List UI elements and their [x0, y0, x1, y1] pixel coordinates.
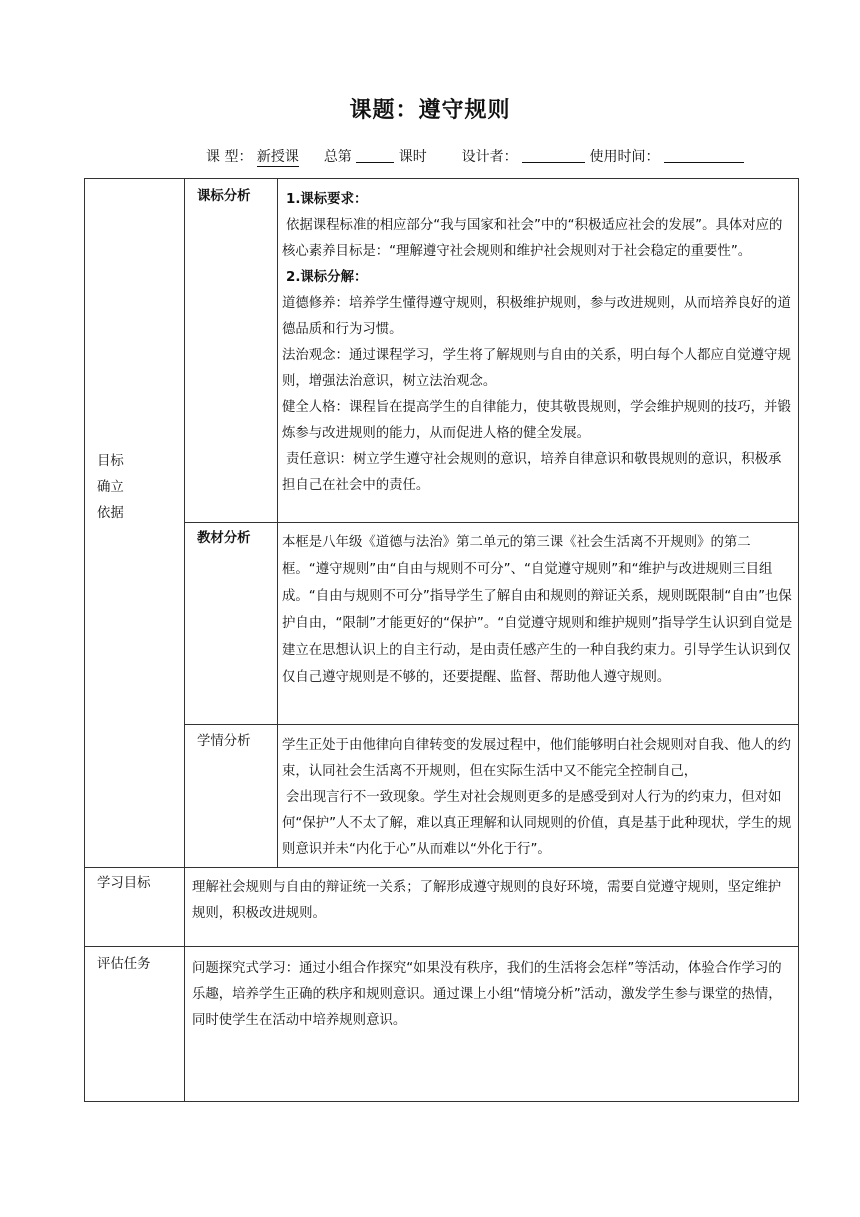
row-divider — [184, 724, 799, 725]
assessment-tasks-label: 评估任务 — [97, 957, 151, 972]
page-title: 课题：遵守规则 — [349, 98, 511, 123]
learner-analysis-text: 学生正处于由他律向自律转变的发展过程中，他们能够明白社会规则对自我、他人的约束，认同社会生活离不开规则，但在实际生活中又不能完全控制自己， — [282, 738, 791, 779]
type-value: 新授课 — [257, 146, 299, 167]
learning-objectives-text: 理解社会规则与自由的辩证统一关系；了解形成遵守规则的良好环境，需要自觉遵守规则，坚定维护规则，积极改进规则。 — [192, 880, 782, 921]
lesson-meta — [206, 146, 744, 167]
column-divider — [184, 178, 185, 1102]
time-label: 使用时间： — [589, 149, 660, 165]
row-divider — [84, 946, 799, 947]
curriculum-analysis-content — [282, 187, 794, 499]
learning-objectives-label: 学习目标 — [97, 876, 151, 891]
sound-personality-text: 健全人格：课程旨在提高学生的自律能力，使其敬畏规则，学会维护规则的技巧，并锻炼参与改进规则的能力，从而促进人格的健全发展。 — [282, 400, 791, 441]
goal-basis-label: 目标 确立 依据 — [97, 454, 124, 521]
assessment-tasks-text: 问题探究式学习：通过小组合作探究“如果没有秩序，我们的生活将会怎样”等活动，体验合作学习的乐趣，培养学生正确的秩序和规则意识。通过课上小组“情境分析”活动，激发学生参与课堂的热情，同时使学生在活动中培养规则意识。 — [192, 961, 782, 1028]
table-border-bottom — [84, 1101, 799, 1102]
row-divider — [84, 867, 799, 868]
textbook-analysis-text: 本框是八年级《道德与法治》第二单元的第三课《社会生活离不开规则》的第二框。“遵守规则”由“自由与规则不可分”、“自觉遵守规则”和“维护与改进规则三目组成。“自由与规则不可分”指导学生了解自由和规则的辩证关系，规则既限制“自由”也保护自由，“限制”才能更好的“保护”。“自觉遵守规则和维护规则”指导学生认识到自觉是建立在思想认识上的自主行动，是由责任感产生的一种自我约束力。引导学生认识到仅仅自己遵守规则是不够的，还要提醒、监督、帮助他人遵守规则。 — [282, 535, 793, 685]
total-label: 总第 — [323, 149, 352, 165]
moral-cultivation-text: 道德修养：培养学生懂得遵守规则，积极维护规则，参与改进规则，从而培养良好的道德品质和行为习惯。 — [282, 296, 791, 337]
lesson-plan-table — [84, 178, 799, 1102]
learner-analysis-content — [282, 733, 794, 863]
table-border-right — [798, 178, 799, 1102]
curriculum-analysis-label: 课标分析 — [197, 189, 251, 204]
time-blank — [664, 148, 744, 163]
requirement-text: 依据课程标准的相应部分“我与国家和社会”中的“积极适应社会的发展”。具体对应的核心素养目标是：“理解遵守社会规则和维护社会规则对于社会稳定的重要性”。 — [282, 218, 783, 259]
total-blank — [356, 148, 394, 163]
row-divider — [184, 522, 799, 523]
lesson-label: 课时 — [398, 149, 427, 165]
learner-analysis-label: 学情分析 — [197, 734, 251, 749]
responsibility-text: 责任意识：树立学生遵守社会规则的意识，培养自律意识和敬畏规则的意识，积极承担自己在社会中的责任。 — [282, 452, 782, 493]
learner-analysis-text-continued: 会出现言行不一致现象。学生对社会规则更多的是感受到对人行为的约束力，但对如何“保护”人不太了解，难以真正理解和认同规则的价值，真是基于此种现状，学生的规则意识并未“内化于心”从而难以“外化于行”。 — [282, 790, 792, 857]
decomposition-heading: 2.课标分解： — [286, 270, 368, 285]
designer-blank — [522, 148, 585, 163]
designer-label: 设计者： — [461, 149, 518, 165]
rule-of-law-text: 法治观念：通过课程学习，学生将了解规则与自由的关系，明白每个人都应自觉遵守规则，增强法治意识，树立法治观念。 — [282, 348, 791, 389]
table-border-left — [84, 178, 85, 1102]
type-label: 课 型： — [206, 149, 253, 165]
textbook-analysis-label: 教材分析 — [197, 531, 251, 546]
table-border-top — [84, 178, 799, 179]
requirement-heading: 1.课标要求： — [286, 192, 368, 207]
